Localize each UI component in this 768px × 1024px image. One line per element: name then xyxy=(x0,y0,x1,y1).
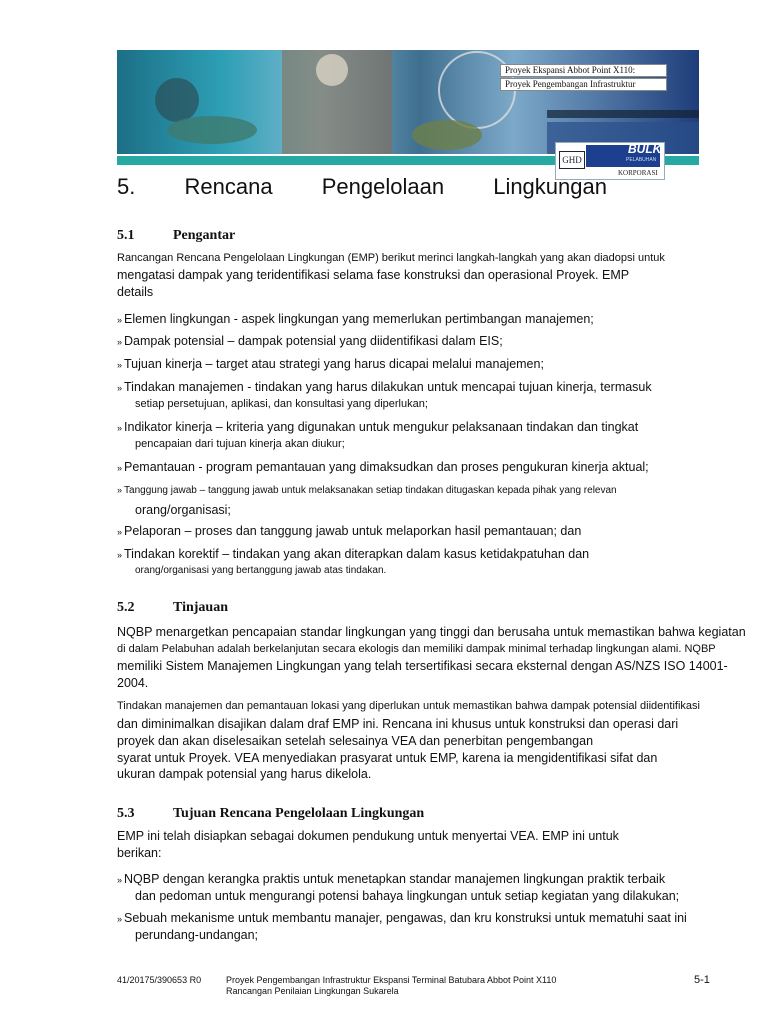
paragraph-line: proyek dan akan diselesaikan setelah selesainya VEA dan penerbitan pengembangan xyxy=(117,734,594,748)
bullet-text: Elemen lingkungan - aspek lingkungan yang memerlukan pertimbangan manajemen; xyxy=(124,312,594,326)
bullet-item xyxy=(117,311,594,328)
bullet-text: Pemantauan - program pemantauan yang dimaksudkan dan proses pengukuran kinerja aktual; xyxy=(124,460,649,474)
paragraph-line: berikan: xyxy=(117,846,162,860)
bullet-text: Tujuan kinerja – target atau strategi yang harus dicapai melalui manajemen; xyxy=(124,357,544,371)
paragraph-line: dan diminimalkan disajikan dalam draf EMP ini. Rencana ini khusus untuk konstruksi dan operasi dari xyxy=(117,717,679,731)
bullet-marker: » xyxy=(117,337,123,347)
bullet-marker: » xyxy=(117,360,123,370)
bullet-item xyxy=(117,419,638,452)
paragraph-line: NQBP menargetkan pencapaian standar lingkungan yang tinggi dan berusaha untuk memastikan bahwa kegiatan xyxy=(117,625,746,639)
footer-title xyxy=(226,975,556,997)
bullet-marker: » xyxy=(117,550,123,560)
banner-caption-line2: Proyek Pengembangan Infrastruktur xyxy=(500,78,667,91)
footer-title-line1: Proyek Pengembangan Infrastruktur Ekspansi Terminal Batubara Abbot Point X110 xyxy=(226,975,557,985)
bullet-item xyxy=(117,546,589,579)
paragraph-line: di dalam Pelabuhan adalah berkelanjutan secara ekologis dan memiliki dampak minimal terhadap lingkungan alami. NQBP xyxy=(117,643,716,655)
bullet-item xyxy=(117,333,503,350)
bullet-item xyxy=(117,356,544,373)
footer-title-line2: Rancangan Penilaian Lingkungan Sukarela xyxy=(226,986,399,996)
bullet-continuation: setiap persetujuan, aplikasi, dan konsultasi yang diperlukan; xyxy=(135,398,428,410)
bullet-item xyxy=(117,482,617,518)
paragraph-line: 2004. xyxy=(117,676,149,690)
section-title: Tujuan Rencana Pengelolaan Lingkungan xyxy=(173,806,425,821)
bullet-item xyxy=(117,871,679,904)
bullet-text: Indikator kinerja – kriteria yang digunakan untuk mengukur pelaksanaan tindakan dan tingkat xyxy=(124,420,639,434)
bullet-continuation: perundang-undangan; xyxy=(135,928,259,942)
chapter-title-word2: Pengelolaan xyxy=(321,174,445,199)
bullet-text: Tindakan manajemen - tindakan yang harus dilakukan untuk mencapai tujuan kinerja, termasuk xyxy=(124,380,652,394)
chapter-title-word1: Rencana xyxy=(184,174,273,199)
bullet-text: Dampak potensial – dampak potensial yang diidentifikasi dalam EIS; xyxy=(124,334,503,348)
paragraph-line: Rancangan Rencana Pengelolaan Lingkungan (EMP) berikut merinci langkah-langkah yang akan diadopsi untuk xyxy=(117,252,665,264)
bullet-text: Tanggung jawab – tanggung jawab untuk melaksanakan setiap tindakan ditugaskan kepada pihak yang relevan xyxy=(124,485,617,496)
section-heading-5-2 xyxy=(117,600,228,616)
bullet-item xyxy=(117,459,649,476)
section-number: 5.2 xyxy=(117,600,135,615)
bullet-marker: » xyxy=(117,527,123,537)
bullet-item xyxy=(117,523,581,540)
bullet-item xyxy=(117,910,687,943)
bullet-text: NQBP dengan kerangka praktis untuk menetapkan standar manajemen lingkungan praktik terbaik xyxy=(124,872,666,886)
paragraph-line: ukuran dampak potensial yang harus dikelola. xyxy=(117,767,372,781)
chapter-heading xyxy=(117,174,607,200)
banner-caption xyxy=(500,64,667,92)
bullet-marker: » xyxy=(117,485,123,495)
paragraph-line: details xyxy=(117,285,154,299)
section-heading-5-1 xyxy=(117,228,235,244)
paragraph-line: Tindakan manajemen dan pemantauan lokasi yang diperlukan untuk memastikan bahwa dampak potensial diidentifikasi xyxy=(117,700,700,712)
page-number: 5-1 xyxy=(694,974,710,986)
section-title: Pengantar xyxy=(173,228,236,243)
bullet-continuation: dan pedoman untuk mengurangi potensi bahaya lingkungan untuk setiap kegiatan yang dilakukan; xyxy=(135,889,680,903)
paragraph-line: syarat untuk Proyek. VEA menyediakan prasyarat untuk EMP, karena ia mengidentifikasi sifat dan xyxy=(117,751,658,765)
chapter-title-word3: Lingkungan xyxy=(493,174,607,199)
bullet-marker: » xyxy=(117,875,123,885)
banner-caption-line1: Proyek Ekspansi Abbot Point X110: xyxy=(500,64,667,77)
section-title: Tinjauan xyxy=(173,600,228,615)
bullet-marker: » xyxy=(117,315,123,325)
bullet-continuation: pencapaian dari tujuan kinerja akan diukur; xyxy=(135,438,345,450)
bullet-marker: » xyxy=(117,423,123,433)
bullet-continuation: orang/organisasi yang bertanggung jawab atas tindakan. xyxy=(135,565,387,576)
bulk-logo-text: BULK xyxy=(628,142,662,156)
section-number: 5.3 xyxy=(117,806,135,821)
bullet-marker: » xyxy=(117,463,123,473)
korporasi-label: KORPORASI xyxy=(618,169,658,177)
bullet-text: Sebuah mekanisme untuk membantu manajer, pengawas, dan kru konstruksi untuk mematuhi saat ini xyxy=(124,911,687,925)
chapter-number: 5. xyxy=(117,174,136,199)
bullet-continuation: orang/organisasi; xyxy=(135,503,231,517)
ghd-logo: GHD xyxy=(559,151,585,169)
paragraph-line: mengatasi dampak yang teridentifikasi selama fase konstruksi dan operasional Proyek. EMP xyxy=(117,268,630,282)
footer-doc-number: 41/20175/390653 R0 xyxy=(117,975,202,985)
section-number: 5.1 xyxy=(117,228,135,243)
bullet-marker: » xyxy=(117,914,123,924)
pelabuhan-logo-text: PELABUHAN xyxy=(626,157,657,163)
bullet-text: Tindakan korektif – tindakan yang akan diterapkan dalam kasus ketidakpatuhan dan xyxy=(124,547,590,561)
bullet-item xyxy=(117,379,652,412)
paragraph-line: memiliki Sistem Manajemen Lingkungan yang telah tersertifikasi secara eksternal dengan AS/NZS ISO 14001- xyxy=(117,659,728,673)
bullet-marker: » xyxy=(117,383,123,393)
bullet-text: Pelaporan – proses dan tanggung jawab untuk melaporkan hasil pemantauan; dan xyxy=(124,524,582,538)
section-heading-5-3 xyxy=(117,806,424,822)
bulk-logo xyxy=(586,142,662,167)
paragraph-line: EMP ini telah disiapkan sebagai dokumen pendukung untuk menyertai VEA. EMP ini untuk xyxy=(117,829,619,843)
